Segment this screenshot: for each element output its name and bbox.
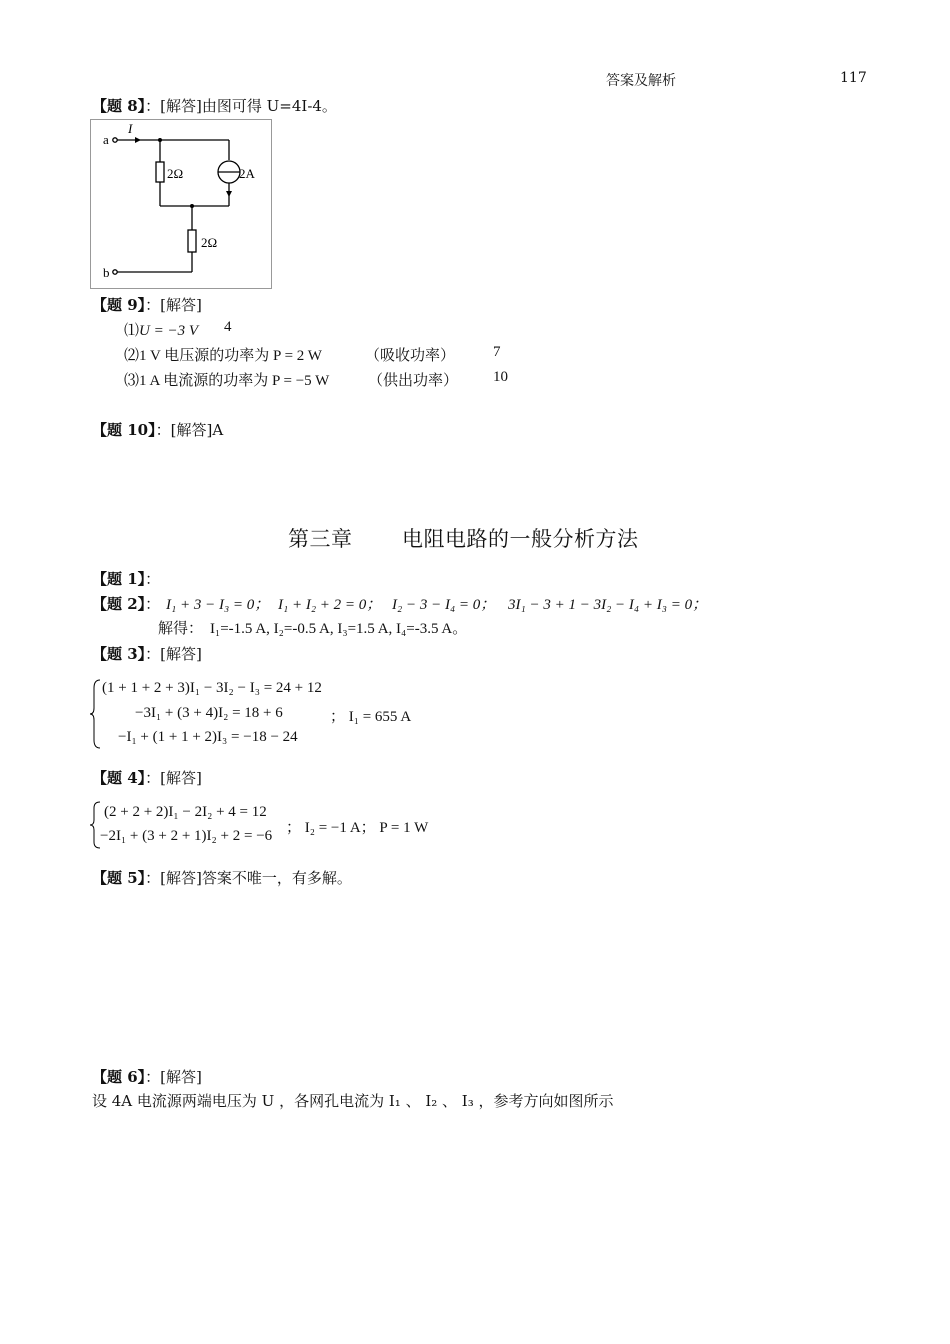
- c3q2-heading: 【题 2】: [92, 595, 146, 613]
- c3q5-heading: 【题 5】: [92, 869, 146, 887]
- c3q6-line: 【题 6】：[解答]: [92, 1068, 202, 1086]
- c3q5-line: 【题 5】：[解答]答案不唯一，有多解。: [92, 869, 352, 887]
- c3q3-heading: 【题 3】: [92, 645, 146, 663]
- c3q4-eq-2: −2I₁ + (3 + 2 + 1)I₂ + 2 = −6: [100, 828, 273, 844]
- c3q2-eq-4: 3I₁ − 3 + 1 − 3I₂ − I₄ + I₃ = 0；: [508, 597, 708, 613]
- current-arrow: [135, 137, 141, 143]
- c3q3-eq-2: −3I₁ + (3 + 4)I₂ = 18 + 6: [135, 705, 283, 721]
- c3q4-eq-1: (2 + 2 + 2)I₁ − 2I₂ + 4 = 12: [104, 804, 267, 820]
- terminal-b-label: b: [103, 265, 110, 280]
- resistor-1-label: 2Ω: [167, 166, 184, 181]
- q9-item-2-num: 7: [493, 344, 501, 360]
- q9-item-2: ⑵1 V 电压源的功率为 P = 2 W: [124, 348, 322, 364]
- q9-item-1: ⑴U = −3 V: [124, 323, 199, 339]
- c3q4-heading: 【题 4】: [92, 769, 146, 787]
- chapter-title: 电阻电路的一般分析方法: [402, 527, 639, 551]
- c3q3-result: ； I₁ = 655 A: [330, 709, 412, 725]
- c3q3-brace: [90, 678, 102, 750]
- terminal-b-node: [113, 270, 117, 274]
- q9-item-3-num: 10: [493, 369, 508, 385]
- terminal-a-label: a: [103, 132, 109, 147]
- q10-heading: 【题 10】: [92, 421, 156, 439]
- c3q3-eq-3: −I₁ + (1 + 1 + 2)I₃ = −18 − 24: [118, 729, 298, 745]
- c3q3-line: 【题 3】：[解答]: [92, 645, 202, 663]
- c3q4-line: 【题 4】：[解答]: [92, 769, 202, 787]
- c3q1-line: 【题 1】：: [92, 570, 161, 588]
- q9-item-3: ⑶1 A 电流源的功率为 P = −5 W: [124, 373, 330, 389]
- q9-item-1-num: 4: [224, 319, 232, 335]
- q9-item-3-note: （供出功率）: [368, 371, 459, 389]
- c3q2-eq-3: I₂ − 3 − I₄ = 0；: [392, 597, 496, 613]
- current-source-label: 2A: [239, 166, 255, 181]
- c3q2-eq-2: I₁ + I₂ + 2 = 0；: [278, 597, 382, 613]
- header-title: 答案及解析: [606, 73, 676, 89]
- q9-answer: ：[解答]: [145, 296, 202, 314]
- q9-item-2-note: （吸收功率）: [365, 346, 456, 364]
- c3q2-eq-1: I₁ + 3 − I₃ = 0；: [166, 597, 270, 613]
- current-label: I: [128, 121, 133, 136]
- c3q3-eq-1: (1 + 1 + 2 + 3)I₁ − 3I₂ − I₃ = 24 + 12: [102, 680, 322, 696]
- c3q6-text: 设 4A 电流源两端电压为 U ，各网孔电流为 I₁ 、 I₂ 、 I₃ ，参考方向如图所示: [92, 1092, 614, 1110]
- q9-heading: 【题 9】: [92, 296, 146, 314]
- q9-line: [92, 294, 202, 315]
- resistor-2ohm-top: [156, 162, 164, 182]
- c3q2-solution-label: 解得：: [158, 619, 204, 637]
- q10-line: [92, 419, 223, 440]
- q10-answer: ：[解答]A: [155, 421, 224, 439]
- c3q2-line: 【题 2】：: [92, 595, 161, 613]
- c3q6-heading: 【题 6】: [92, 1068, 146, 1086]
- resistor-2ohm-bottom: [188, 230, 196, 252]
- terminal-a-node: [113, 138, 117, 142]
- page-number: 117: [840, 70, 867, 86]
- q8-line: [92, 95, 337, 116]
- q8-answer: ：[解答]由图可得 U=4I-4。: [145, 97, 337, 115]
- q8-circuit-figure: [90, 119, 272, 289]
- resistor-2-label: 2Ω: [201, 235, 218, 250]
- q8-heading: 【题 8】: [92, 97, 146, 115]
- chapter-number: 第三章: [288, 527, 353, 551]
- c3q1-heading: 【题 1】: [92, 570, 146, 588]
- c3q4-result: ； I₂ = −1 A； P = 1 W: [286, 820, 429, 836]
- c3q2-solution: I₁=-1.5 A, I₂=-0.5 A, I₃=1.5 A, I₄=-3.5 A。: [210, 621, 468, 637]
- source-arrow: [226, 191, 232, 197]
- q8-circuit-diagram: [91, 120, 271, 288]
